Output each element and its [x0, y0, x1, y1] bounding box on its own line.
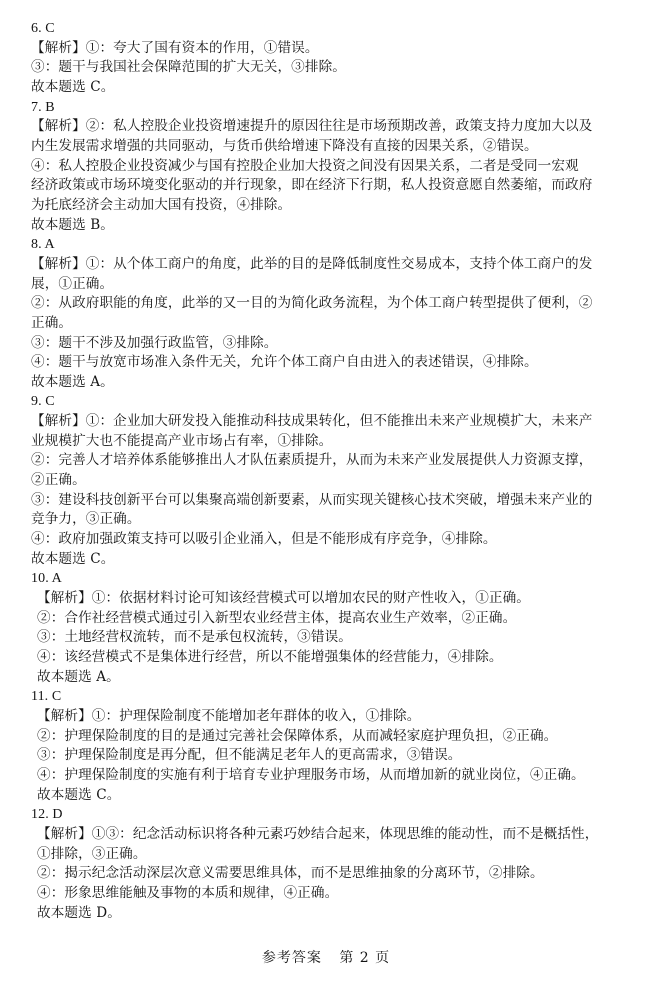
analysis-line: ②：从政府职能的角度，此举的又一目的为简化政务流程，为个体工商户转型提供了便利，②	[31, 295, 593, 312]
answer-list	[31, 19, 628, 923]
analysis-line: 【解析】②：私人控股企业投资增速提升的原因往往是市场预期改善，政策支持力度加大以及	[31, 118, 593, 135]
analysis-line: 【解析】①：夸大了国有资本的作用，①错误。	[31, 39, 319, 56]
analysis-line: ②：揭示纪念活动深层次意义需要思维具体，而不是思维抽象的分离环节，②排除。	[37, 865, 544, 882]
analysis-line: 【解析】①③：纪念活动标识将各种元素巧妙结合起来，体现思维的能动性，而不是概括性，	[37, 825, 599, 842]
answer-item	[31, 19, 628, 98]
analysis-line: ④：该经营模式不是集体进行经营，所以不能增强集体的经营能力，④排除。	[37, 649, 503, 665]
answer-conclusion: 故本题选 C。	[31, 78, 115, 95]
analysis-line: 业规模扩大也不能提高产业市场占有率，①排除。	[31, 432, 333, 449]
answer-item	[31, 569, 628, 687]
page-footer	[0, 949, 652, 969]
analysis-line: ④：护理保险制度的实施有利于培育专业护理服务市场，从而增加新的就业岗位，④正确。	[37, 766, 585, 783]
answer-item	[31, 687, 628, 805]
analysis-line: ③：题干与我国社会保障范围的扩大无关，③排除。	[31, 59, 346, 76]
answer-conclusion: 故本题选 C。	[37, 786, 121, 803]
analysis-line: ④：政府加强政策支持可以吸引企业涌入，但是不能形成有序竞争，④排除。	[31, 531, 497, 548]
analysis-line: ②：护理保险制度的目的是通过完善社会保障体系，从而减轻家庭护理负担，②正确。	[37, 727, 558, 744]
answer-conclusion: 故本题选 A。	[37, 668, 120, 685]
analysis-line: 【解析】①：企业加大研发投入能推动科技成果转化，但不能推出未来产业规模扩大，未来产	[31, 413, 593, 430]
analysis-line: 【解析】①：从个体工商户的角度，此举的目的是降低制度性交易成本，支持个体工商户的发	[31, 255, 593, 272]
analysis-line: 经济政策或市场环境变化驱动的并行现象，即在经济下行期，私人投资意愿自然萎缩，而政府	[31, 177, 593, 194]
analysis-line: ②：合作社经营模式通过引入新型农业经营主体，提高农业生产效率，②正确。	[37, 609, 517, 626]
analysis-line: ③：建设科技创新平台可以集聚高端创新要素，从而实现关键核心技术突破，增强未来产业的	[31, 491, 593, 508]
answer-conclusion: 故本题选 B。	[31, 216, 114, 233]
answer-number: 10. A	[31, 571, 62, 587]
analysis-line: 展，①正确。	[31, 275, 114, 292]
analysis-line: 【解析】①：依据材料讨论可知该经营模式可以增加农民的财产性收入，①正确。	[37, 590, 530, 607]
answer-conclusion: 故本题选 A。	[31, 373, 114, 390]
footer-page-number: 第 2 页	[339, 950, 391, 966]
analysis-line: ④：形象思维能触及事物的本质和规律，④正确。	[37, 884, 339, 901]
answer-number: 11. C	[31, 689, 62, 705]
answer-item	[31, 392, 628, 569]
answer-number: 7. B	[31, 99, 55, 115]
answer-item	[31, 235, 628, 392]
answer-number: 9. C	[31, 394, 55, 410]
analysis-line: ④：题干与放宽市场准入条件无关，允许个体工商户自由进入的表述错误，④排除。	[31, 354, 538, 371]
analysis-line: 竞争力，③正确。	[31, 511, 141, 528]
answer-number: 12. D	[31, 807, 63, 823]
analysis-line: 为托底经济会主动加大国有投资，④排除。	[31, 196, 292, 213]
analysis-line: ③：护理保险制度是再分配，但不能满足老年人的更高需求，③错误。	[37, 747, 462, 764]
answer-conclusion: 故本题选 D。	[37, 904, 121, 921]
answer-item	[31, 98, 628, 236]
analysis-line: ③：题干不涉及加强行政监管，③排除。	[31, 334, 278, 351]
answer-number: 6. C	[31, 21, 55, 36]
analysis-line: 内生发展需求增强的共同驱动，与货币供给增速下降没有直接的因果关系，②错误。	[31, 137, 538, 154]
answer-number: 8. A	[31, 237, 55, 253]
analysis-line: ②：完善人才培养体系能够推出人才队伍素质提升，从而为未来产业发展提供人力资源支撑，	[31, 452, 593, 469]
answer-item	[31, 805, 628, 923]
analysis-line: ②正确。	[31, 472, 86, 489]
analysis-line: 正确。	[31, 314, 73, 331]
analysis-line: ④：私人控股企业投资减少与国有控股企业加大投资之间没有因果关系，二者是受同一宏观	[31, 157, 579, 174]
analysis-line: ③：土地经营权流转，而不是承包权流转，③错误。	[37, 629, 352, 646]
footer-label: 参考答案	[261, 950, 322, 966]
analysis-line: ①排除，③正确。	[37, 845, 147, 862]
analysis-line: 【解析】①：护理保险制度不能增加老年群体的收入，①排除。	[37, 707, 421, 724]
answer-conclusion: 故本题选 C。	[31, 550, 115, 567]
